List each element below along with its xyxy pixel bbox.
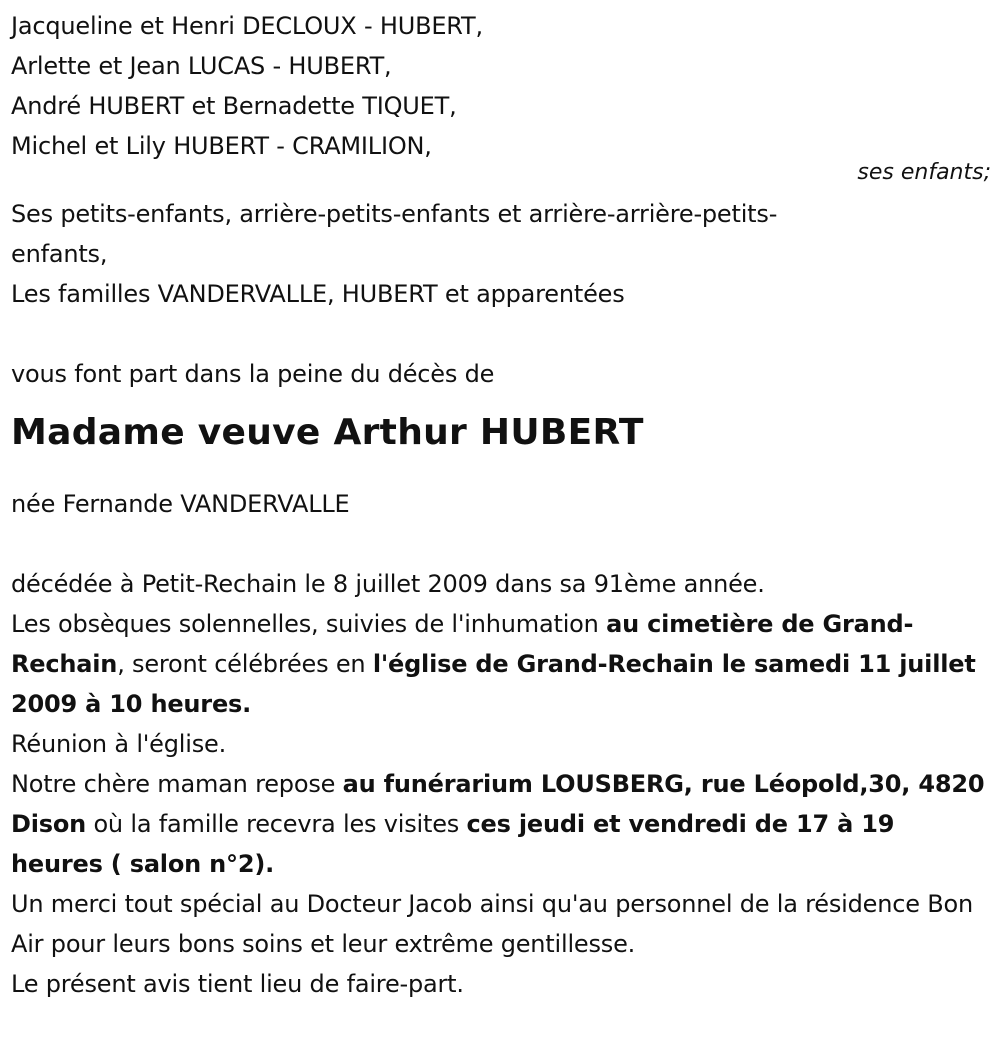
family-line-3: André HUBERT et Bernadette TIQUET, xyxy=(11,92,457,120)
funeral-home-address: au funérarium LOUSBERG, rue Léopold,30, 4820 Dison xyxy=(11,770,985,838)
family-line-7: Les familles VANDERVALLE, HUBERT et apparentées xyxy=(11,280,625,308)
birth-name: née Fernande VANDERVALLE xyxy=(11,490,350,518)
funeral-paragraph xyxy=(11,604,991,724)
meeting-info: Réunion à l'église. xyxy=(11,730,227,758)
family-line-4: Michel et Lily HUBERT - CRAMILION, xyxy=(11,132,432,160)
announcement-intro: vous font part dans la peine du décès de xyxy=(11,360,495,388)
obituary-notice xyxy=(11,6,991,1004)
funeral-text-2: , seront célébrées en xyxy=(117,650,373,678)
spacer xyxy=(11,524,991,564)
children-signature: ses enfants; xyxy=(857,160,991,185)
repose-paragraph xyxy=(11,764,991,884)
closing-line: Le présent avis tient lieu de faire-part. xyxy=(11,970,464,998)
visiting-hours: ces jeudi et vendredi de 17 à 19 heures ( salon n°2). xyxy=(11,810,895,878)
family-line-2: Arlette et Jean LUCAS - HUBERT, xyxy=(11,52,392,80)
spacer xyxy=(11,460,991,484)
family-line-5: Ses petits-enfants, arrière-petits-enfants et arrière-arrière-petits- xyxy=(11,200,778,228)
death-info: décédée à Petit-Rechain le 8 juillet 2009 dans sa 91ème année. xyxy=(11,570,765,598)
deceased-name: Madame veuve Arthur HUBERT xyxy=(11,412,644,453)
family-line-1: Jacqueline et Henri DECLOUX - HUBERT, xyxy=(11,12,483,40)
thanks-paragraph: Un merci tout spécial au Docteur Jacob ainsi qu'au personnel de la résidence Bon Air pour leurs bons soins et leur extrême gentillesse. xyxy=(11,890,974,958)
repose-text-2: où la famille recevra les visites xyxy=(86,810,467,838)
funeral-cemetery: au cimetière de Grand-Rechain xyxy=(11,610,914,678)
funeral-text-1: Les obsèques solennelles, suivies de l'inhumation xyxy=(11,610,607,638)
repose-text-1: Notre chère maman repose xyxy=(11,770,343,798)
family-line-6: enfants, xyxy=(11,240,108,268)
funeral-church-date: l'église de Grand-Rechain le samedi 11 juillet 2009 à 10 heures. xyxy=(11,650,976,718)
spacer xyxy=(11,314,991,354)
